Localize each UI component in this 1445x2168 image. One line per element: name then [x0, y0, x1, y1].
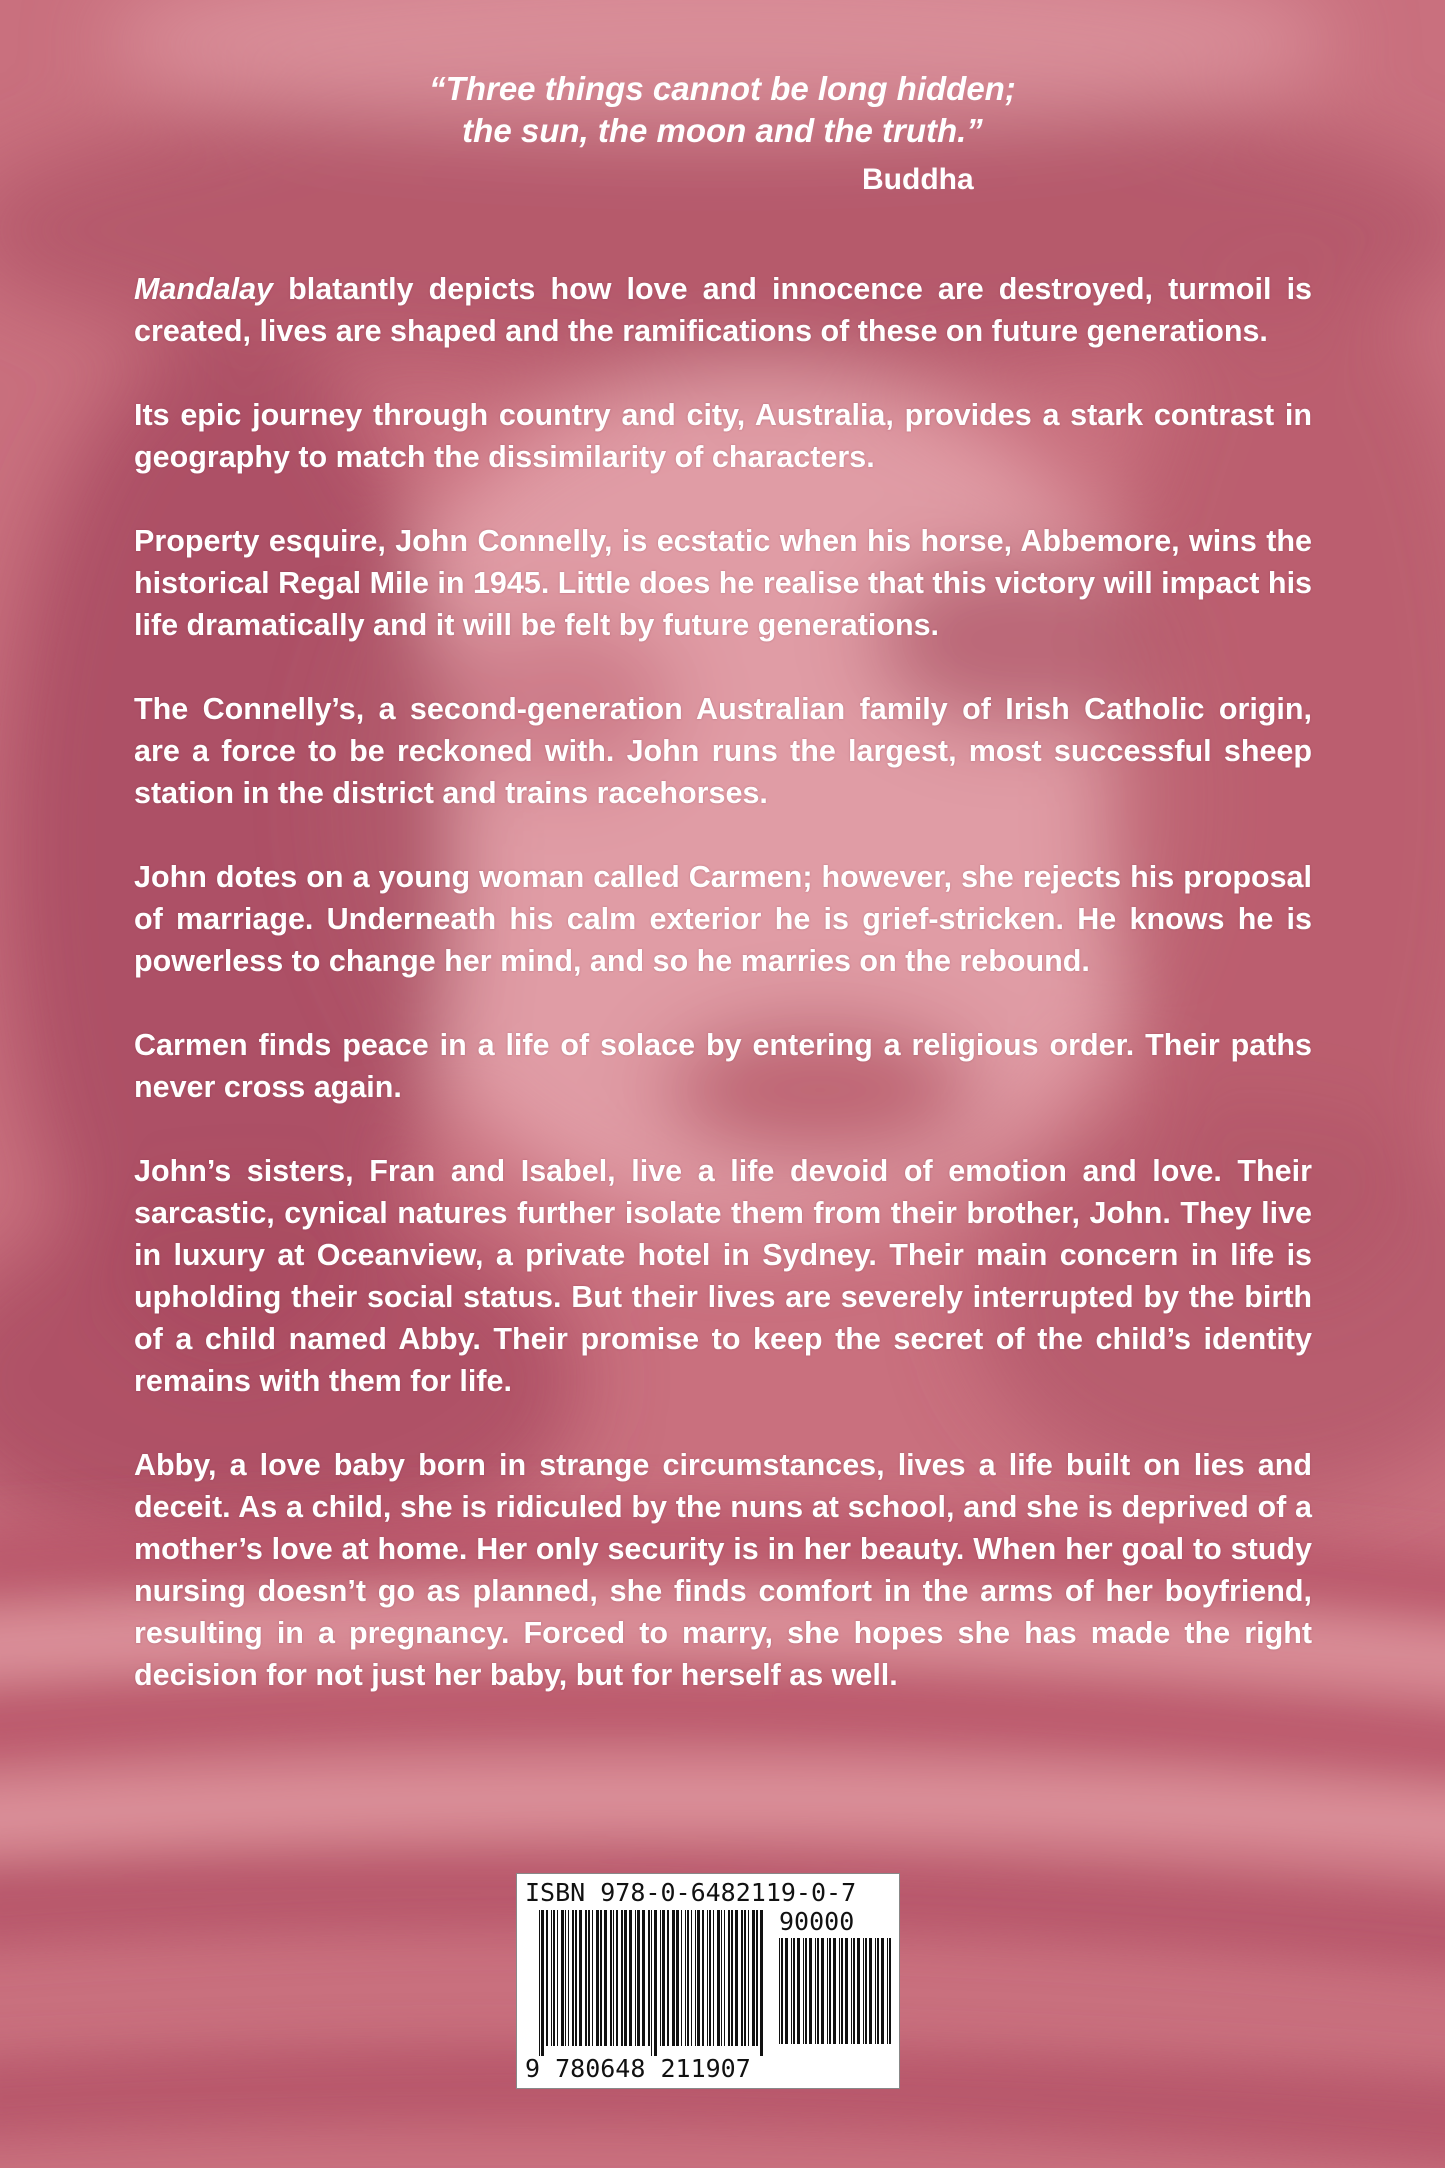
- barcode-bar: [839, 1938, 840, 2044]
- barcode-bar: [691, 1910, 692, 2046]
- epigraph-quote: [0, 68, 1445, 152]
- barcode-bar: [827, 1938, 828, 2044]
- barcode-bar: [687, 1910, 689, 2046]
- barcode-bar: [744, 1910, 746, 2046]
- blurb-paragraph-5: John dotes on a young woman called Carmen; however, she rejects his proposal of marriage. Underneath his calm exterior he is grief-stricken. He knows he is powerless to change her mind, and so he marries on the rebound.: [134, 860, 1312, 978]
- barcode-bar: [817, 1938, 819, 2044]
- blurb-paragraph-1: Mandalay blatantly depicts how love and innocence are destroyed, turmoil is created, lives are shaped and the ramifications of these on future generations.: [134, 272, 1312, 348]
- barcode-bar: [841, 1938, 843, 2044]
- barcode-bar: [539, 1910, 540, 2056]
- epigraph-line-2: the sun, the moon and the truth.”: [462, 112, 983, 149]
- barcode-bar: [588, 1910, 590, 2046]
- barcode-bar: [637, 1910, 640, 2046]
- barcode-bar: [735, 1910, 738, 2046]
- barcode-bar: [731, 1910, 733, 2046]
- barcode-bar: [660, 1910, 661, 2046]
- barcode-bar: [604, 1910, 607, 2046]
- barcode-bar: [621, 1910, 623, 2046]
- barcode-bar: [809, 1938, 812, 2044]
- price-addon-code: 90000: [779, 1907, 855, 1936]
- barcode-bar: [721, 1910, 722, 2046]
- barcode-bar: [833, 1938, 836, 2044]
- addon-bars: [779, 1938, 895, 2084]
- barcode-bar: [610, 1910, 612, 2046]
- barcode-bar: [752, 1910, 755, 2046]
- barcode-bar: [785, 1938, 788, 2044]
- ean-digits: 9 780648 211907: [525, 2054, 751, 2083]
- barcode-bar: [851, 1938, 852, 2044]
- isbn-label: ISBN 978-0-6482119-0-7: [525, 1878, 857, 1907]
- barcode-bar: [865, 1938, 867, 2044]
- barcode-bar: [760, 1910, 763, 2056]
- barcode-bar: [821, 1938, 824, 2044]
- barcode-bar: [853, 1938, 855, 2044]
- barcode-bar: [629, 1910, 632, 2046]
- barcode-bar: [635, 1910, 636, 2046]
- barcode-bar: [889, 1938, 891, 2044]
- barcode-bar: [676, 1910, 679, 2046]
- barcode-bar: [685, 1910, 686, 2046]
- barcode-bar: [724, 1910, 725, 2046]
- barcode-bar: [702, 1910, 704, 2046]
- blurb-paragraph-7: John’s sisters, Fran and Isabel, live a life devoid of emotion and love. Their sarcastic, cynical natures further isolate them from their brother, John. They live in luxury at Oceanview, a private hotel in Sydney. Their main concern in life is upholding their social status. But their lives are severely interrupted by the birth of a child named Abby. Their promise to keep the secret of the child’s identity remains with them for life.: [134, 1154, 1312, 1398]
- book-title: Mandalay: [134, 272, 273, 306]
- barcode-bar: [697, 1910, 700, 2046]
- barcode-bar: [887, 1938, 888, 2044]
- barcode-bar: [877, 1938, 879, 2044]
- barcode-bar: [756, 1910, 758, 2046]
- barcode-bar: [863, 1938, 864, 2044]
- barcode-bar: [642, 1910, 645, 2046]
- barcode-bar: [648, 1910, 650, 2046]
- barcode-bar: [748, 1910, 749, 2046]
- barcode-bar: [613, 1910, 614, 2046]
- barcode-bar: [845, 1938, 848, 2044]
- barcode-bar: [741, 1910, 743, 2046]
- barcode-bar: [881, 1938, 884, 2044]
- barcode-bar: [681, 1910, 682, 2046]
- barcode-bar: [651, 1910, 652, 2056]
- barcode-bar: [624, 1910, 627, 2046]
- blurb-paragraph-2: Its epic journey through country and city, Australia, provides a stark contrast in geography to match the dissimilarity of characters.: [134, 398, 1312, 474]
- barcode-bar: [662, 1910, 665, 2046]
- ean13-bars: [539, 1910, 767, 2056]
- isbn-barcode: [516, 1873, 900, 2089]
- barcode-bar: [713, 1910, 714, 2046]
- barcode-bar: [869, 1938, 872, 2044]
- barcode-bar: [546, 1910, 548, 2046]
- barcode-bar: [579, 1910, 582, 2046]
- barcode-bar: [585, 1910, 587, 2046]
- barcode-bar: [600, 1910, 602, 2046]
- back-cover-blurb: [134, 268, 1312, 1696]
- barcode-bar: [709, 1910, 711, 2046]
- blurb-paragraph-8: Abby, a love baby born in strange circumstances, lives a life built on lies and deceit. As a child, she is ridiculed by the nuns at school, and she is deprived of a mother’s love at home. Her only security is in her beauty. When her goal to study nursing doesn’t go as planned, she finds comfort in the arms of her boyfriend, resulting in a pregnancy. Forced to marry, she hopes she has made the right decision for not just her baby, but for herself as well.: [134, 1448, 1312, 1692]
- barcode-bar: [805, 1938, 807, 2044]
- epigraph-author: Buddha: [862, 163, 974, 196]
- epigraph-line-1: “Three things cannot be long hidden;: [429, 70, 1016, 107]
- barcode-bar: [654, 1910, 657, 2056]
- barcode-bar: [717, 1910, 720, 2046]
- barcode-bar: [557, 1910, 558, 2046]
- barcode-bar: [728, 1910, 730, 2046]
- barcode-bar: [793, 1938, 795, 2044]
- barcode-bar: [707, 1910, 708, 2046]
- barcode-bar: [592, 1910, 593, 2046]
- barcode-bar: [779, 1938, 780, 2044]
- barcode-bar: [875, 1938, 876, 2044]
- barcode-bar: [565, 1910, 566, 2046]
- barcode-bar: [541, 1910, 544, 2056]
- barcode-bar: [815, 1938, 816, 2044]
- barcode-bar: [797, 1938, 800, 2044]
- barcode-bar: [695, 1910, 696, 2046]
- barcode-bar: [667, 1910, 669, 2046]
- barcode-bar: [857, 1938, 860, 2044]
- blurb-paragraph-3: Property esquire, John Connelly, is ecstatic when his horse, Abbemore, wins the historical Regal Mile in 1945. Little does he realise that this victory will impact his life dramatically and it will be felt by future generations.: [134, 524, 1313, 642]
- barcode-bar: [829, 1938, 831, 2044]
- barcode-bar: [572, 1910, 574, 2046]
- barcode-bar: [553, 1910, 555, 2046]
- barcode-bar: [672, 1910, 675, 2046]
- barcode-bar: [568, 1910, 569, 2046]
- barcode-bar: [596, 1910, 599, 2046]
- barcode-bar: [561, 1910, 564, 2046]
- barcode-bar: [781, 1938, 783, 2044]
- barcode-bar: [575, 1910, 577, 2046]
- barcode-bar: [551, 1910, 552, 2046]
- blurb-paragraph-4: The Connelly’s, a second-generation Australian family of Irish Catholic origin, are a force to be reckoned with. John runs the largest, most successful sheep station in the district and trains racehorses.: [134, 692, 1312, 810]
- blurb-paragraph-6: Carmen finds peace in a life of solace by entering a religious order. Their paths never cross again.: [134, 1028, 1312, 1104]
- barcode-bar: [616, 1910, 618, 2046]
- barcode-bar: [803, 1938, 804, 2044]
- barcode-bar: [791, 1938, 792, 2044]
